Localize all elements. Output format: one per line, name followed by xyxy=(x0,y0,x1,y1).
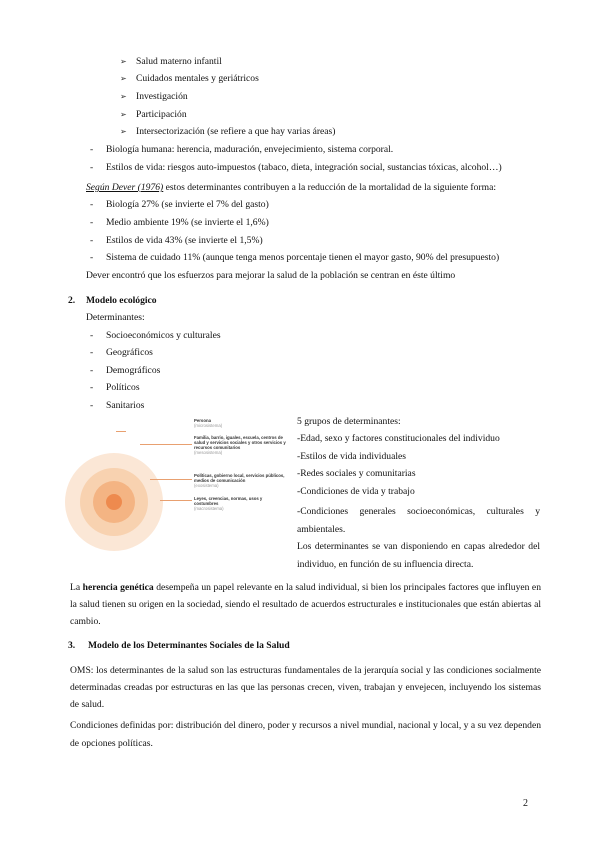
dash-bullet: - xyxy=(90,199,94,210)
list-item: Sanitarios xyxy=(106,400,145,411)
section-intro: Determinantes: xyxy=(86,312,145,323)
groups-item: -Condiciones de vida y trabajo xyxy=(297,486,415,497)
list-item: Cuidados mentales y geriátricos xyxy=(136,73,259,84)
dash-bullet: - xyxy=(90,382,94,393)
list-item: Intersectorización (se refiere a que hay varias áreas) xyxy=(136,126,336,137)
dever-text: estos determinantes contribuyen a la reducción de la mortalidad de la siguiente forma: xyxy=(163,182,496,193)
arrow-bullet-icon: ➢ xyxy=(120,74,127,83)
list-item: Sistema de cuidado 11% (aunque tenga menos porcentaje tienen el mayor gasto, 90% del presupuesto) xyxy=(106,252,500,263)
microsystem-core xyxy=(106,494,122,510)
arrow-bullet-icon: ➢ xyxy=(120,127,127,136)
list-item: Geográficos xyxy=(106,347,153,358)
arrow-bullet-icon: ➢ xyxy=(120,92,127,101)
list-item: Biología 27% (se invierte el 7% del gasto) xyxy=(106,199,269,210)
list-item: Investigación xyxy=(136,91,188,102)
section-title: Modelo de los Determinantes Sociales de la Salud xyxy=(88,640,290,651)
section-number: 2. xyxy=(68,295,76,306)
diagram-label-politicas: Políticas, gobierno local, servicios públicos, medios de comunicación (exosistema) xyxy=(194,473,285,488)
list-item: Estilos de vida: riesgos auto-impuestos (tabaco, dieta, integración social, sustancias tóxicas, alcohol…) xyxy=(106,162,502,173)
list-item: Participación xyxy=(136,109,187,120)
list-item: Demográficos xyxy=(106,365,161,376)
groups-item: -Edad, sexo y factores constitucionales del individuo xyxy=(297,433,500,444)
herencia-paragraph: La herencia genética desempeña un papel relevante en la salud individual, si bien los principales factores que influyen en la salud tienen su origen en la sociedad, siendo el resultado de acuerdos estructurales e institucionales que están abiertas al cambio. xyxy=(70,582,541,627)
groups-intro: 5 grupos de determinantes: xyxy=(297,416,401,427)
groups-item: -Redes sociales y comunitarias xyxy=(297,468,416,479)
label-leader-line xyxy=(160,500,192,501)
dash-bullet: - xyxy=(90,365,94,376)
section-title: Modelo ecológico xyxy=(86,295,157,306)
herencia-term: herencia genética xyxy=(82,582,154,593)
dash-bullet: - xyxy=(90,217,94,228)
dever-conclusion: Dever encontró que los esfuerzos para mejorar la salud de la población se centran en éste último xyxy=(86,270,456,281)
list-item: Estilos de vida 43% (se invierte el 1,5%) xyxy=(106,235,263,246)
label-leader-line xyxy=(116,431,126,432)
page-number: 2 xyxy=(523,798,528,809)
dash-bullet: - xyxy=(90,144,94,155)
dever-paragraph xyxy=(86,182,496,194)
oms-paragraph: OMS: los determinantes de la salud son las estructuras fundamentales de la jerarquía social y las condiciones socialmente determinadas creadas por estructuras en las que las personas crecen, viven, trabajan y envejecen, incluyendo los sistemas de salud. xyxy=(70,665,541,710)
conditions-paragraph: Condiciones definidas por: distribución del dinero, poder y recursos a nivel mundial, nacional y local, y a su vez dependen de opciones políticas. xyxy=(70,720,541,749)
diagram-label-persona: Persona (microsistema) xyxy=(194,418,223,428)
dash-bullet: - xyxy=(90,162,94,173)
list-item: Biología humana: herencia, maduración, envejecimiento, sistema corporal. xyxy=(106,144,394,155)
dever-citation: Según Dever (1976) xyxy=(86,182,164,193)
label-leader-line xyxy=(140,444,192,445)
list-item: Salud materno infantil xyxy=(136,56,222,67)
section-number: 3. xyxy=(68,640,76,651)
dash-bullet: - xyxy=(90,347,94,358)
dash-bullet: - xyxy=(90,235,94,246)
list-item: Políticos xyxy=(106,382,140,393)
dash-bullet: - xyxy=(90,330,94,341)
list-item: Socioeconómicos y culturales xyxy=(106,330,221,341)
groups-item: -Estilos de vida individuales xyxy=(297,451,406,462)
diagram-label-leyes: Leyes, creencias, normas, usos y costumbres (macrosistema) xyxy=(194,496,263,511)
arrow-bullet-icon: ➢ xyxy=(120,57,127,66)
groups-item: -Condiciones generales socioeconómicas, culturales y ambientales. xyxy=(297,506,540,535)
arrow-bullet-icon: ➢ xyxy=(120,110,127,119)
list-item: Medio ambiente 19% (se invierte el 1,6%) xyxy=(106,217,269,228)
groups-closing: Los determinantes se van disponiendo en capas alrededor del individuo, en función de su influencia directa. xyxy=(297,541,540,570)
diagram-label-familia: Familia, barrio, iguales, escuela, centros de salud y servicios sociales y otros servicios y recursos comunitarios (mesosistema) xyxy=(194,435,286,455)
label-leader-line xyxy=(150,479,192,480)
dash-bullet: - xyxy=(90,252,94,263)
dash-bullet: - xyxy=(90,400,94,411)
